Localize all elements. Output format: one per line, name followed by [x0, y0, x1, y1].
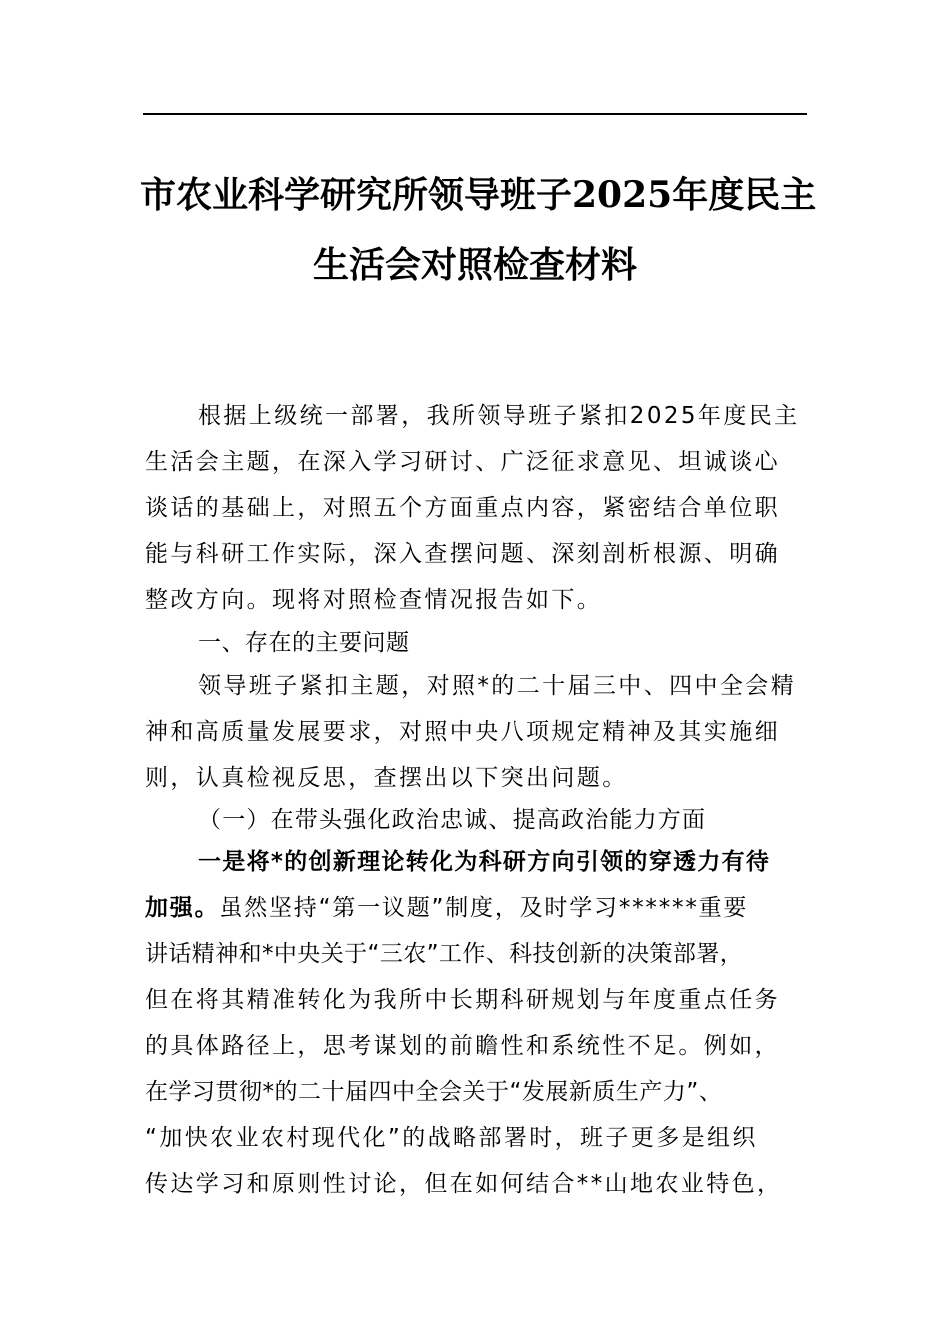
header-rule — [143, 113, 807, 115]
document-title-line-1: 市农业科学研究所领导班子2025年度民主 — [140, 174, 817, 216]
paragraph-line: “加快农业农村现代化”的战略部署时，班子更多是组织 — [145, 1125, 758, 1151]
paragraph-line: 的具体路径上，思考谋划的前瞻性和系统性不足。例如， — [145, 1033, 780, 1059]
paragraph-line: 讲话精神和*中央关于“三农”工作、科技创新的决策部署， — [145, 941, 744, 967]
bold-point-line: 一是将*的创新理论转化为科研方向引领的穿透力有待 — [198, 849, 771, 875]
bold-point-end: 加强。 — [145, 895, 220, 921]
paragraph-line: 根据上级统一部署，我所领导班子紧扣2025年度民主 — [198, 403, 800, 429]
section-heading: 一、存在的主要问题 — [198, 630, 410, 656]
paragraph-line — [145, 888, 809, 928]
paragraph-line: 在学习贯彻*的二十届四中全会关于“发展新质生产力”、 — [145, 1079, 723, 1105]
paragraph-line: 但在将其精准转化为我所中长期科研规划与年度重点任务 — [145, 987, 780, 1013]
paragraph-text: 虽然坚持“第一议题”制度，及时学习******重要 — [219, 895, 749, 921]
paragraph-line: 传达学习和原则性讨论，但在如何结合**山地农业特色， — [145, 1171, 783, 1197]
document-title-line-2: 生活会对照检查材料 — [312, 244, 637, 286]
paragraph-line: 神和高质量发展要求，对照中央八项规定精神及其实施细 — [145, 719, 780, 745]
paragraph-line: 生活会主题，在深入学习研讨、广泛征求意见、坦诚谈心 — [145, 449, 780, 475]
paragraph-line: 谈话的基础上，对照五个方面重点内容，紧密结合单位职 — [145, 495, 780, 521]
paragraph-line: 领导班子紧扣主题，对照*的二十届三中、四中全会精 — [198, 673, 797, 699]
paragraph-line: 整改方向。现将对照检查情况报告如下。 — [145, 587, 603, 613]
paragraph-line: 则，认真检视反思，查摆出以下突出问题。 — [145, 765, 628, 791]
paragraph-line: 能与科研工作实际，深入查摆问题、深刻剖析根源、明确 — [145, 541, 780, 567]
subsection-heading: （一）在带头强化政治忠诚、提高政治能力方面 — [198, 807, 707, 833]
